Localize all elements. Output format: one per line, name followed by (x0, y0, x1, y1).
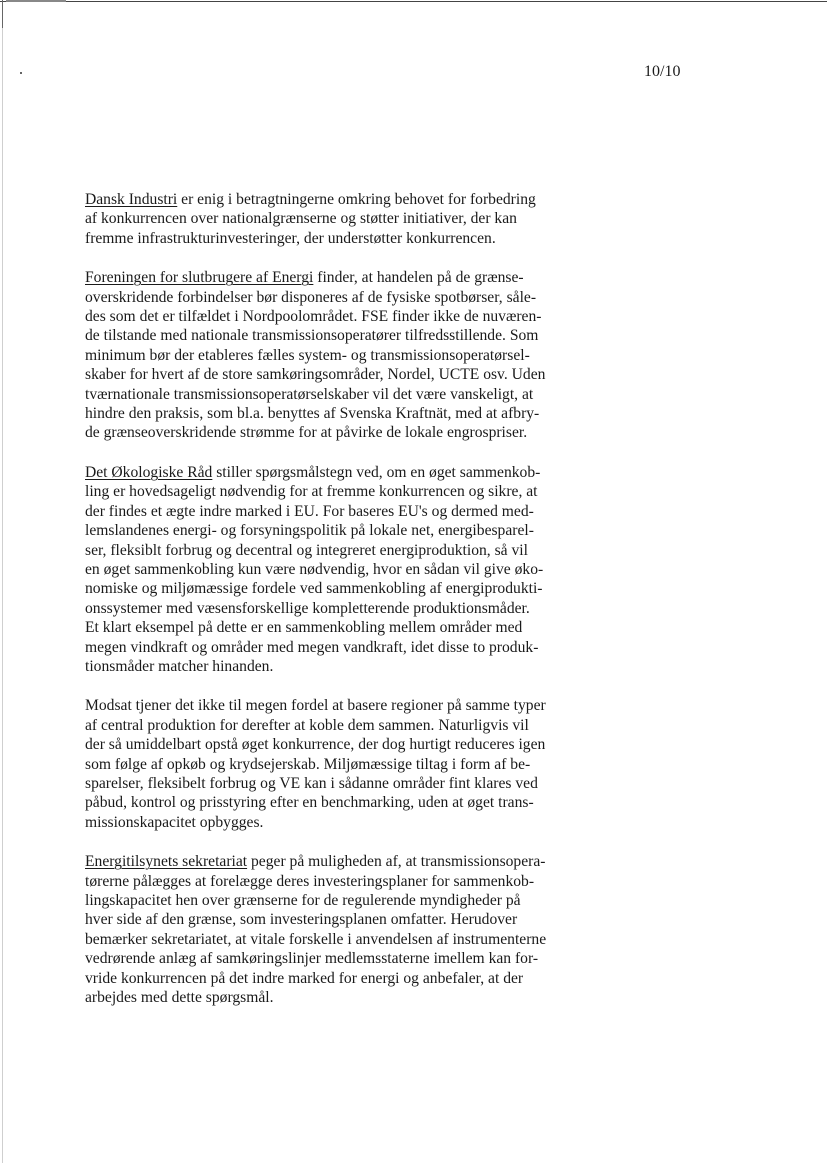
text-line: minimum bør der etableres fælles system- og transmissionsoperatørsel- (85, 346, 530, 364)
text-line: der så umiddelbart opstå øget konkurrence, der dog hurtigt reduceres igen (85, 736, 546, 754)
scan-speck (20, 72, 22, 74)
text-line: de grænseoverskridende strømme for at påvirke de lokale engrospriser. (85, 424, 528, 442)
text-line: hindre den praksis, som bl.a. benyttes af Svenska Kraftnät, med at afbry- (85, 405, 540, 423)
text-line: der findes et ægte indre marked i EU. For baseres EU's og dermed med- (85, 502, 534, 520)
text-line: onssystemer med væsensforskellige kompletterende produktionsmåder. (85, 599, 530, 617)
paragraph-energitilsynets-sekretariat (85, 852, 585, 1007)
text-line: Energitilsynets sekretariat peger på muligheden af, at transmissionsopera- (85, 853, 546, 871)
text-line: lingskapacitet hen over grænserne for de regulerende myndigheder på (85, 892, 521, 909)
page-number: 10/10 (644, 63, 681, 80)
text-line: hver side af den grænse, som investeringsplanen omfatter. Herudover (85, 911, 518, 929)
organization-name: Foreningen for slutbrugere af Energi (85, 269, 314, 287)
text-line: tørerne pålægges at forelægge deres investeringsplaner for sammenkob- (85, 872, 535, 890)
text-line: lemslandenes energi- og forsyningspolitik på lokale net, energibesparel- (85, 522, 534, 540)
text-line: som følge af opkøb og krydsejerskab. Miljømæssige tiltag i form af be- (85, 755, 531, 773)
text-line: megen vindkraft og områder med megen vandkraft, idet disse to produk- (85, 638, 539, 656)
text-line: vedrørende anlæg af samkøringslinjer medlemsstaterne imellem kan for- (85, 950, 539, 968)
text-line: vride konkurrencen på det indre marked for energi og anbefaler, at der (85, 969, 524, 987)
text-line: af konkurrencen over nationalgrænserne og støtter initiativer, der kan (85, 210, 517, 228)
scan-top-edge (0, 1, 827, 2)
text-line: Foreningen for slutbrugere af Energi finder, at handelen på de grænse- (85, 269, 524, 287)
text-line: sparelser, fleksibelt forbrug og VE kan i sådanne områder fint klares ved (85, 774, 538, 792)
text-line: Dansk Industri er enig i betragtningerne omkring behovet for forbedring (85, 191, 536, 208)
text-line: Modsat tjener det ikke til megen fordel at basere regioner på samme typer (85, 697, 546, 715)
text-line: des som det er tilfældet i Nordpoolområdet. FSE finder ikke de nuværen- (85, 308, 542, 326)
text-line: missionskapacitet opbygges. (85, 813, 264, 831)
text-line: skaber for hvert af de store samkøringsområder, Nordel, UCTE osv. Uden (85, 366, 546, 384)
organization-name: Det Økologiske Råd (85, 463, 213, 481)
text-line: af central produktion for derefter at koble dem sammen. Naturligvis vil (85, 716, 529, 734)
text-line: nomiske og miljømæssige fordele ved sammenkobling af energiprodukti- (85, 580, 543, 598)
paragraph-det-okologiske-raad (85, 463, 585, 676)
text-line: Et klart eksempel på dette er en sammenkobling mellem områder med (85, 619, 523, 637)
text-line: de tilstande med nationale transmissionsoperatører tilfredsstillende. Som (85, 327, 539, 345)
scan-left-edge (2, 0, 3, 1163)
text-line: ser, fleksiblt forbrug og decentral og integreret energiproduktion, så vil (85, 541, 528, 559)
text-line: bemærker sekretariatet, at vitale forskelle i anvendelsen af instrumenterne (85, 930, 547, 948)
paragraph-modsat (85, 696, 585, 832)
text-line: en øget sammenkobling kun være nødvendig, hvor en sådan vil give øko- (85, 560, 544, 578)
document-body (85, 190, 585, 1027)
paragraph-dansk-industri (85, 190, 585, 248)
text-line: tværnationale transmissionsoperatørselskaber vil det være vanskeligt, at (85, 385, 534, 403)
scan-left-mark (2, 0, 3, 28)
text-line: fremme infrastrukturinvesteringer, der understøtter konkurrencen. (85, 229, 496, 247)
organization-name: Energitilsynets sekretariat (85, 853, 248, 871)
scan-top-smudge (6, 0, 66, 2)
text-line: påbud, kontrol og prisstyring efter en benchmarking, uden at øget trans- (85, 794, 534, 812)
paragraph-fse (85, 268, 585, 443)
text-line: overskridende forbindelser bør disponeres af de fysiske spotbørser, såle- (85, 288, 537, 306)
text-line: ling er hovedsageligt nødvendig for at fremme konkurrencen og sikre, at (85, 483, 538, 501)
organization-name: Dansk Industri (85, 191, 178, 208)
text-line: arbejdes med dette spørgsmål. (85, 989, 274, 1007)
text-line: Det Økologiske Råd stiller spørgsmålstegn ved, om en øget sammenkob- (85, 463, 541, 481)
text-line: tionsmåder matcher hinanden. (85, 657, 274, 675)
